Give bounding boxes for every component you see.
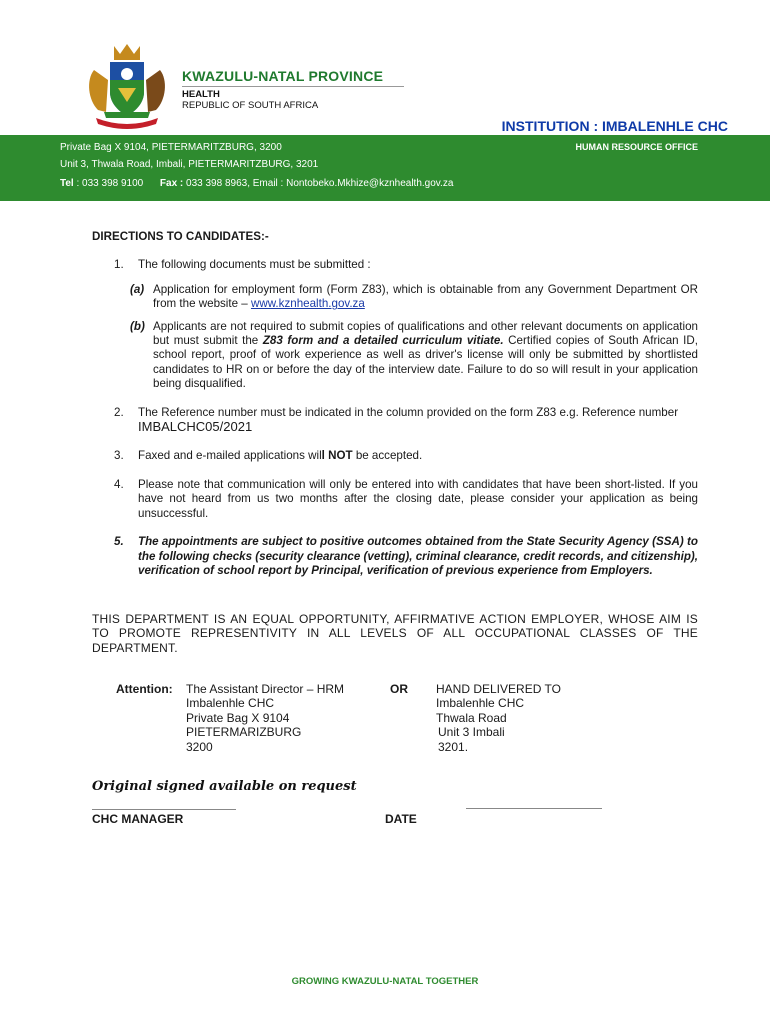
sub-item-text-cont: Certified copies of South African ID, school report, proof of work experience as well as driver's license will only be submitted by shortlisted candidates to HR on or before the day of the interview date. Failure to do so will result in your application being disqualified. [153,334,698,391]
item-text: Faxed and e-mailed applications wil [138,449,322,463]
province-title: KWAZULU-NATAL PROVINCE [182,68,384,84]
address-line: Unit 3 Imbali [438,725,505,740]
sub-item-a [92,283,698,312]
address-line: 3200 [186,739,213,754]
item-text: The following documents must be submitted : [138,258,371,272]
list-item [92,535,698,578]
sub-item-b [92,320,698,392]
address-line: Private Bag X 9104 [186,710,290,725]
website-link[interactable]: www.kznhealth.gov.za [250,297,365,311]
address-line: Imbalenhle CHC [186,696,275,711]
sub-item-label: (a) [130,282,145,296]
address-line: Thwala Road [436,710,507,725]
manager-label: CHC MANAGER [92,812,184,826]
address-line: Imbalenhle CHC [436,696,525,711]
attention-label: Attention: [116,682,173,696]
tel-label: Tel [60,178,74,189]
item-text: The Reference number must be indicated in the column provided on the form Z83 e.g. Reference number [138,405,679,419]
item-text: The appointments are subject to positive outcomes obtained from the State Security Agency (SSA) to the following checks (security clearance (vetting), criminal clearance, credit records, and citizenship), verification of school report by Principal, verification of previous experience from Employers. [138,535,698,577]
sub-item-label: (b) [130,319,145,333]
hand-delivery-address [436,682,561,754]
item-number: 5. [114,535,124,549]
item-number: 3. [114,449,124,463]
item-number: 4. [114,477,124,491]
tel-value: : 033 398 9100 [73,178,144,189]
date-line [466,808,602,809]
directions-heading: DIRECTIONS TO CANDIDATES:- [92,230,269,243]
or-label: OR [390,682,408,696]
item-number: 1. [114,258,124,272]
contact-band [0,135,770,201]
address-line: 3201. [438,739,469,754]
sub-item-emphasis: Z83 form and a detailed curriculum vitiate. [262,334,504,348]
institution-title: INSTITUTION : IMBALENHLE CHC [501,118,728,134]
equal-opportunity-statement: THIS DEPARTMENT IS AN EQUAL OPPORTUNITY, AFFIRMATIVE ACTION EMPLOYER, WHOSE AIM IS TO PROMOTE REPRESENTIVITY IN ALL LEVELS OF ALL OCCUPATIONAL CLASSES OF THE DEPARTMENT. [92,612,698,655]
office-name: HUMAN RESOURCE OFFICE [575,142,698,152]
date-label: DATE [385,812,417,826]
fax-label: Fax : [159,178,184,189]
address-line: The Assistant Director – HRM [186,682,345,696]
directions-section [92,230,698,590]
fax-email-value: 033 398 8963, Email : Nontobeko.Mkhize@kznhealth.gov.za [183,178,454,189]
address-line: PIETERMARIZBURG [186,725,302,740]
item-text-cont: be accepted. [352,449,423,463]
list-item [92,478,698,521]
department-name: HEALTH [182,89,220,100]
sub-item-text: Application for employment form (Form Z83), which is obtainable from any Government Department OR from the website – [153,282,698,311]
item-number: 2. [114,405,124,419]
address-line-1: Private Bag X 9104, PIETERMARITZBURG, 3200 [60,142,282,153]
signed-note: Original signed available on request [92,779,357,794]
country-name: REPUBLIC OF SOUTH AFRICA [182,100,319,111]
list-item [92,406,698,436]
footer-slogan: GROWING KWAZULU-NATAL TOGETHER [291,976,479,987]
signature-line [92,809,236,810]
address-line-2: Unit 3, Thwala Road, Imbali, PIETERMARITZBURG, 3201 [60,159,319,170]
reference-number: IMBALCHC05/2021 [138,419,253,435]
postal-address [186,682,344,754]
title-divider [182,86,404,87]
sub-item-text: Applicants are not required to submit copies of qualifications and other relevant documents on application but must submit the [153,319,698,348]
coat-of-arms-logo [84,40,170,132]
list-item [92,449,698,463]
item-emphasis: l NOT [321,449,353,463]
address-line: HAND DELIVERED TO [436,682,561,696]
list-item [92,258,698,272]
item-text: Please note that communication will only be entered into with candidates that have been short-listed. If you have not heard from us two months after the closing date, please consider your application as being unsuccessful. [138,477,698,520]
contact-line [60,178,453,189]
